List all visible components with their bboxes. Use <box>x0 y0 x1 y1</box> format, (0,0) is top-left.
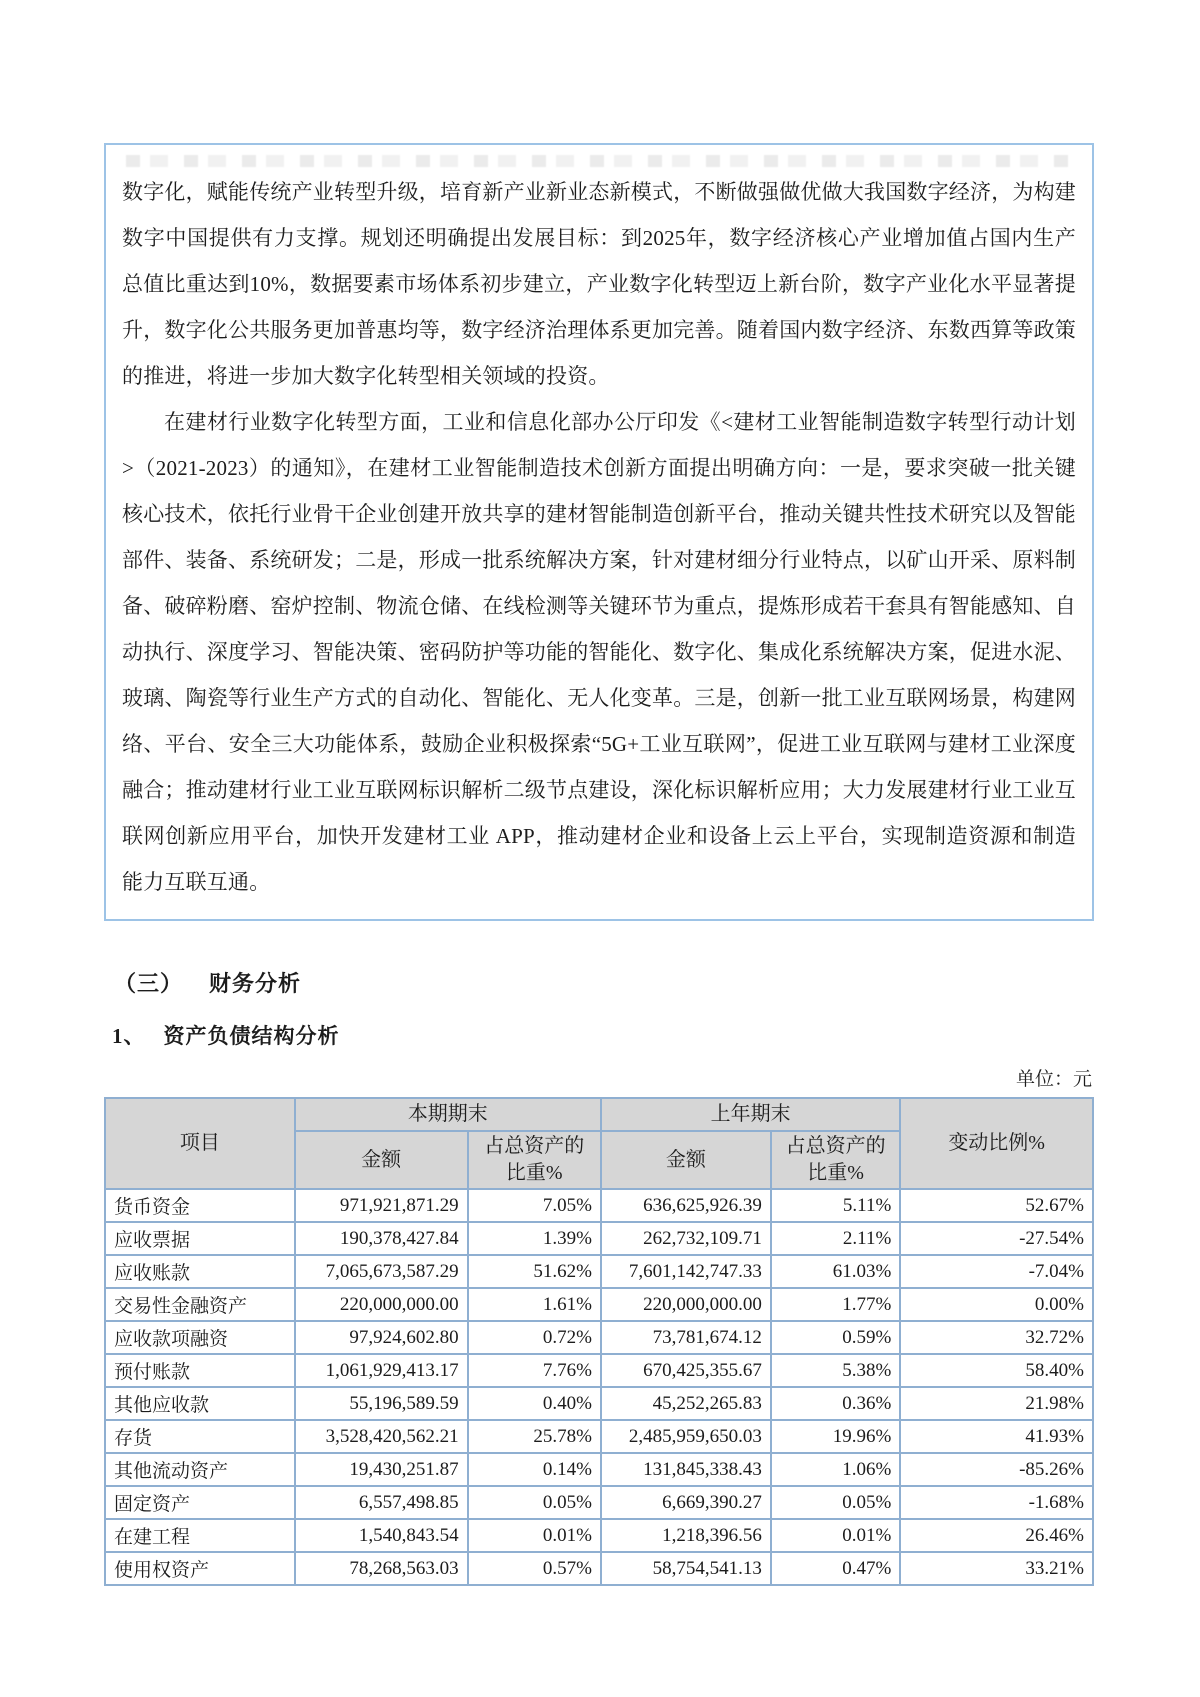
table-header <box>105 1098 1093 1189</box>
row-value-cell: 58,754,541.13 <box>601 1552 771 1585</box>
row-value-cell: 97,924,602.80 <box>295 1321 468 1354</box>
row-value-cell: 131,845,338.43 <box>601 1453 771 1486</box>
row-value-cell: 670,425,355.67 <box>601 1354 771 1387</box>
col-header-amount-prior: 金额 <box>601 1131 771 1189</box>
row-value-cell: 5.11% <box>771 1189 900 1222</box>
row-value-cell: 1.77% <box>771 1288 900 1321</box>
row-value-cell: 971,921,871.29 <box>295 1189 468 1222</box>
row-value-cell: -27.54% <box>900 1222 1093 1255</box>
table-body <box>105 1189 1093 1585</box>
row-item-cell: 固定资产 <box>105 1486 295 1519</box>
table-row <box>105 1354 1093 1387</box>
row-item-cell: 在建工程 <box>105 1519 295 1552</box>
table-row <box>105 1321 1093 1354</box>
section-heading <box>104 967 1094 998</box>
table-row <box>105 1519 1093 1552</box>
col-header-item: 项目 <box>105 1098 295 1189</box>
table-row <box>105 1552 1093 1585</box>
row-item-cell: 预付账款 <box>105 1354 295 1387</box>
row-value-cell: 25.78% <box>468 1420 601 1453</box>
row-value-cell: 0.47% <box>771 1552 900 1585</box>
row-value-cell: 21.98% <box>900 1387 1093 1420</box>
row-value-cell: 2,485,959,650.03 <box>601 1420 771 1453</box>
row-value-cell: 0.01% <box>468 1519 601 1552</box>
col-header-prior-period: 上年期末 <box>601 1098 900 1131</box>
unit-label: 单位：元 <box>1015 1069 1092 1090</box>
row-item-cell: 交易性金融资产 <box>105 1288 295 1321</box>
row-value-cell: 0.36% <box>771 1387 900 1420</box>
row-value-cell: 220,000,000.00 <box>295 1288 468 1321</box>
paragraph-building-materials: 在建材行业数字化转型方面，工业和信息化部办公厅印发《<建材工业智能制造数字转型行动计划>（2021-2023）的通知》，在建材工业智能制造技术创新方面提出明确方向：一是，要求突破一批关键核心技术，依托行业骨干企业创建开放共享的建材智能制造创新平台，推动关键共性技术研究以及智能部件、装备、系统研发；二是，形成一批系统解决方案，针对建材细分行业特点，以矿山开采、原料制备、破碎粉磨、窑炉控制、物流仓储、在线检测等关键环节为重点，提炼形成若干套具有智能感知、自动执行、深度学习、智能决策、密码防护等功能的智能化、数字化、集成化系统解决方案，促进水泥、玻璃、陶瓷等行业生产方式的自动化、智能化、无人化变革。三是，创新一批工业互联网场景，构建网络、平台、安全三大功能体系，鼓励企业积极探索“5G+工业互联网”，促进工业互联网与建材工业深度融合；推动建材行业工业互联网标识解析二级节点建设，深化标识解析应用；大力发展建材行业工业互联网创新应用平台，加快开发建材工业 APP，推动建材企业和设备上云上平台，实现制造资源和制造能力互联互通。 <box>122 410 1076 894</box>
section-title: 财务分析 <box>209 971 302 996</box>
row-value-cell: 220,000,000.00 <box>601 1288 771 1321</box>
row-value-cell: 32.72% <box>900 1321 1093 1354</box>
row-value-cell: -85.26% <box>900 1453 1093 1486</box>
row-value-cell: 78,268,563.03 <box>295 1552 468 1585</box>
row-value-cell: 0.40% <box>468 1387 601 1420</box>
row-value-cell: 0.05% <box>468 1486 601 1519</box>
table-row <box>105 1288 1093 1321</box>
row-value-cell: 2.11% <box>771 1222 900 1255</box>
row-value-cell: 73,781,674.12 <box>601 1321 771 1354</box>
row-value-cell: 1.39% <box>468 1222 601 1255</box>
row-value-cell: -7.04% <box>900 1255 1093 1288</box>
table-row <box>105 1255 1093 1288</box>
section-number: （三） <box>114 971 184 996</box>
row-value-cell: 5.38% <box>771 1354 900 1387</box>
row-value-cell: 1,061,929,413.17 <box>295 1354 468 1387</box>
row-item-cell: 货币资金 <box>105 1189 295 1222</box>
row-value-cell: 636,625,926.39 <box>601 1189 771 1222</box>
balance-sheet-structure-table <box>104 1097 1094 1586</box>
table-row <box>105 1486 1093 1519</box>
row-value-cell: 7.76% <box>468 1354 601 1387</box>
row-value-cell: 41.93% <box>900 1420 1093 1453</box>
row-value-cell: 52.67% <box>900 1189 1093 1222</box>
subsection-title: 资产负债结构分析 <box>163 1024 340 1048</box>
row-item-cell: 应收款项融资 <box>105 1321 295 1354</box>
row-value-cell: 51.62% <box>468 1255 601 1288</box>
row-value-cell: 6,557,498.85 <box>295 1486 468 1519</box>
col-header-pct-prior: 占总资产的比重% <box>771 1131 900 1189</box>
row-value-cell: 19.96% <box>771 1420 900 1453</box>
row-value-cell: 58.40% <box>900 1354 1093 1387</box>
subsection-heading <box>104 1020 1094 1050</box>
table-row <box>105 1387 1093 1420</box>
row-value-cell: 7,065,673,587.29 <box>295 1255 468 1288</box>
row-item-cell: 其他流动资产 <box>105 1453 295 1486</box>
subsection-number: 1、 <box>112 1024 146 1048</box>
row-item-cell: 其他应收款 <box>105 1387 295 1420</box>
row-value-cell: 0.14% <box>468 1453 601 1486</box>
table-row <box>105 1222 1093 1255</box>
row-value-cell: 55,196,589.59 <box>295 1387 468 1420</box>
row-value-cell: 0.57% <box>468 1552 601 1585</box>
table-row <box>105 1189 1093 1222</box>
row-value-cell: 0.05% <box>771 1486 900 1519</box>
row-value-cell: 0.72% <box>468 1321 601 1354</box>
row-item-cell: 应收票据 <box>105 1222 295 1255</box>
clipped-scan-artifact <box>126 155 1072 167</box>
row-value-cell: 190,378,427.84 <box>295 1222 468 1255</box>
row-value-cell: 3,528,420,562.21 <box>295 1420 468 1453</box>
row-value-cell: 33.21% <box>900 1552 1093 1585</box>
row-value-cell: 7.05% <box>468 1189 601 1222</box>
col-header-amount-current: 金额 <box>295 1131 468 1189</box>
row-value-cell: 6,669,390.27 <box>601 1486 771 1519</box>
page-content <box>104 143 1094 1586</box>
row-value-cell: 26.46% <box>900 1519 1093 1552</box>
col-header-pct-current: 占总资产的比重% <box>468 1131 601 1189</box>
row-value-cell: -1.68% <box>900 1486 1093 1519</box>
row-value-cell: 19,430,251.87 <box>295 1453 468 1486</box>
row-value-cell: 7,601,142,747.33 <box>601 1255 771 1288</box>
paragraph-digital-economy: 数字化，赋能传统产业转型升级，培育新产业新业态新模式，不断做强做优做大我国数字经济，为构建数字中国提供有力支撑。规划还明确提出发展目标：到2025年，数字经济核心产业增加值占国内生产总值比重达到10%，数据要素市场体系初步建立，产业数字化转型迈上新台阶，数字产业化水平显著提升，数字化公共服务更加普惠均等，数字经济治理体系更加完善。随着国内数字经济、东数西算等政策的推进，将进一步加大数字化转型相关领域的投资。 <box>122 180 1076 388</box>
row-value-cell: 0.00% <box>900 1288 1093 1321</box>
row-item-cell: 存货 <box>105 1420 295 1453</box>
table-row <box>105 1453 1093 1486</box>
row-item-cell: 使用权资产 <box>105 1552 295 1585</box>
row-value-cell: 61.03% <box>771 1255 900 1288</box>
table-row <box>105 1420 1093 1453</box>
policy-text-box <box>104 143 1094 921</box>
col-header-change-ratio: 变动比例% <box>900 1098 1093 1189</box>
row-value-cell: 0.59% <box>771 1321 900 1354</box>
row-value-cell: 262,732,109.71 <box>601 1222 771 1255</box>
row-value-cell: 1.61% <box>468 1288 601 1321</box>
row-value-cell: 1.06% <box>771 1453 900 1486</box>
row-value-cell: 45,252,265.83 <box>601 1387 771 1420</box>
col-header-current-period: 本期期末 <box>295 1098 601 1131</box>
row-item-cell: 应收账款 <box>105 1255 295 1288</box>
row-value-cell: 1,540,843.54 <box>295 1519 468 1552</box>
row-value-cell: 0.01% <box>771 1519 900 1552</box>
row-value-cell: 1,218,396.56 <box>601 1519 771 1552</box>
